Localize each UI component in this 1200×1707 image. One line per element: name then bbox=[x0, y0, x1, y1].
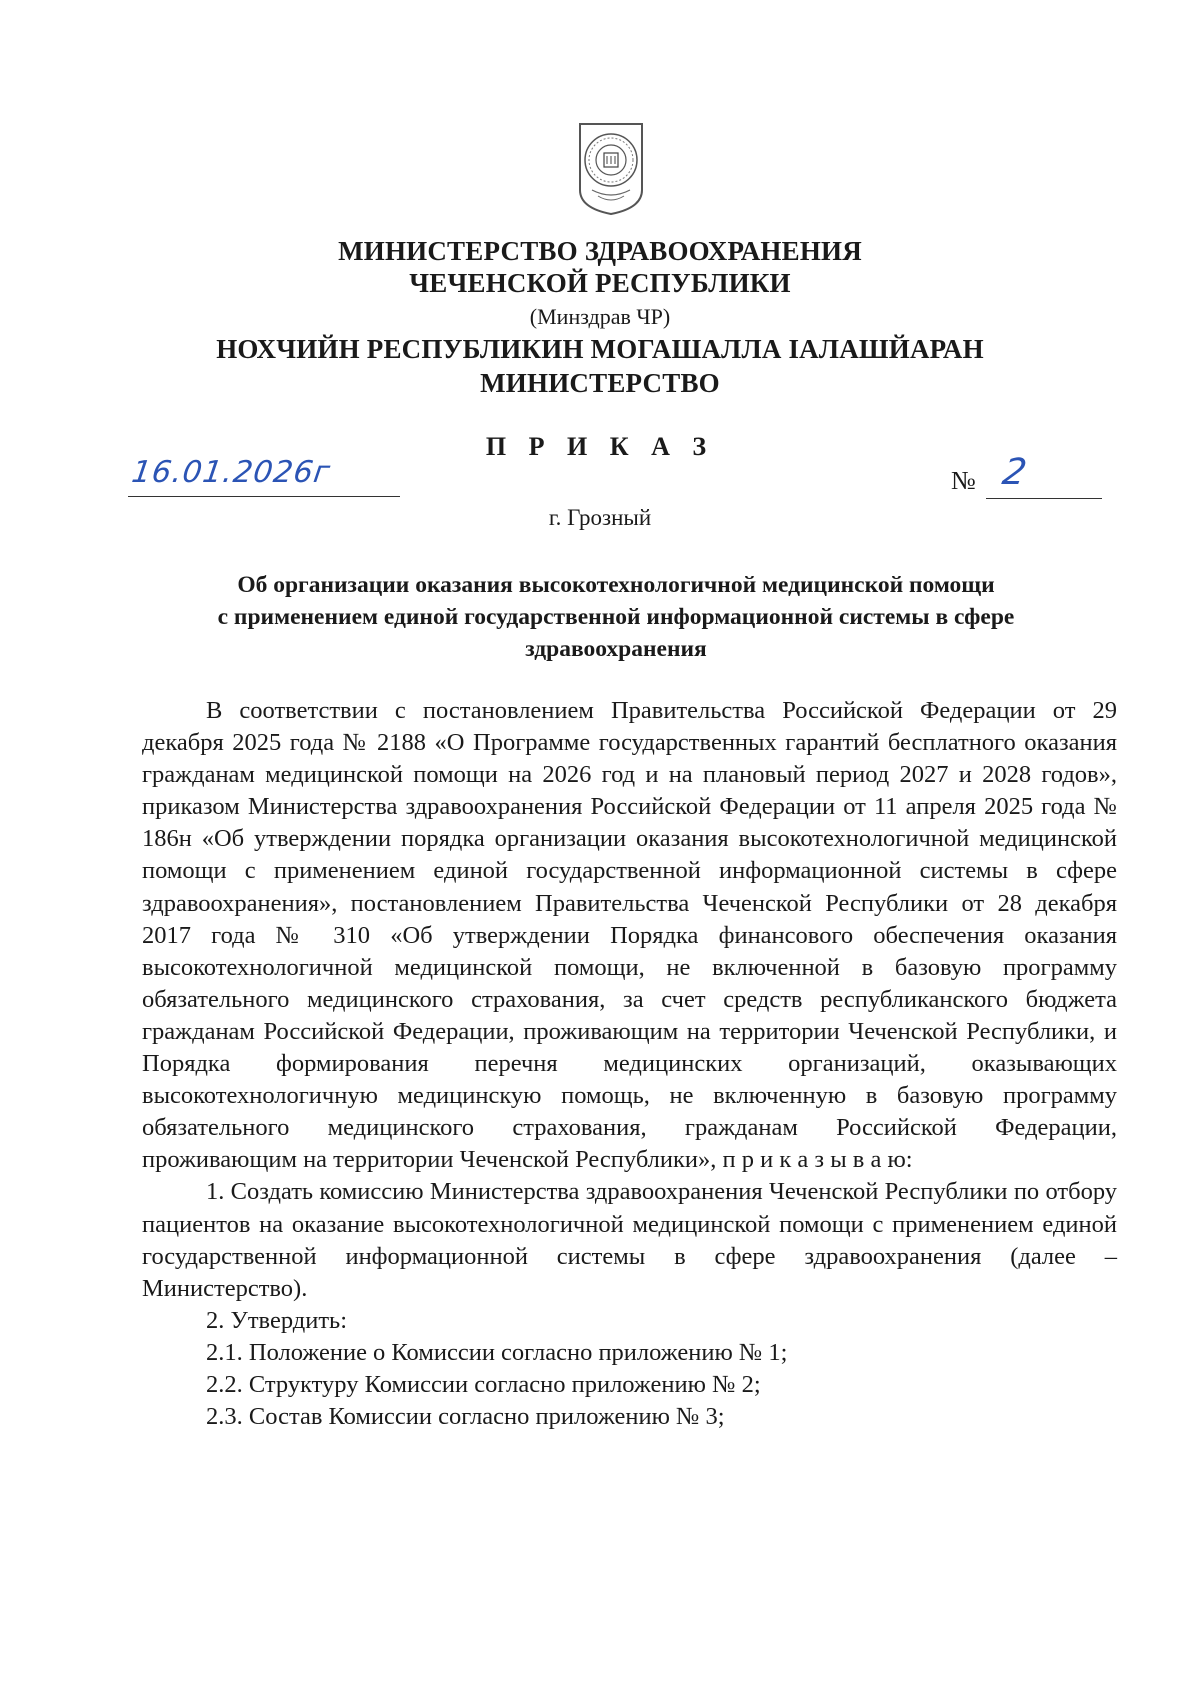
item-1: 1. Создать комиссию Министерства здравоохранения Чеченской Республики по отбору пациентов на оказание высокотехнологичной медицинской помощи с применением единой государственной информационной системы в сфере здравоохранения (далее – Министерство). bbox=[142, 1178, 1117, 1302]
number-underline bbox=[986, 498, 1102, 499]
order-city: г. Грозный bbox=[548, 505, 652, 530]
ministry-name-ru-line2: ЧЕЧЕНСКОЙ РЕСПУБЛИКИ bbox=[409, 268, 791, 298]
date-underline bbox=[128, 496, 400, 497]
preamble-paragraph bbox=[142, 695, 1117, 1176]
order-body bbox=[142, 695, 1117, 1433]
order-date: 16.01.2026г bbox=[129, 455, 333, 490]
item-2-1: 2.1. Положение о Комиссии согласно приложению № 1; bbox=[206, 1338, 788, 1366]
order-word: п р и к а з ы в а ю: bbox=[722, 1146, 913, 1174]
item-2-2: 2.2. Структуру Комиссии согласно приложению № 2; bbox=[206, 1370, 761, 1398]
ministry-name-ce-line2: МИНИСТЕРСТВО bbox=[480, 368, 720, 398]
item-2: 2. Утвердить: bbox=[206, 1306, 348, 1334]
order-title-line1: Об организации оказания высокотехнологичной медицинской помощи bbox=[237, 572, 995, 598]
ministry-abbreviation: (Минздрав ЧР) bbox=[529, 304, 671, 329]
document-type-heading: П Р И К А З bbox=[485, 432, 715, 461]
order-title-line3: здравоохранения bbox=[525, 636, 707, 662]
order-number: 2 bbox=[999, 452, 1030, 493]
coat-of-arms-icon bbox=[578, 120, 644, 216]
item-2-3: 2.3. Состав Комиссии согласно приложению № 3; bbox=[206, 1403, 725, 1431]
order-number-label: № bbox=[951, 466, 976, 495]
preamble-text: В соответствии с постановлением Правительства Российской Федерации от 29 декабря 2025 года № 2188 «О Программе государственных гарантий бесплатного оказания гражданам медицинской помощи на 2026 год и на плановый период 2027 и 2028 годов», приказом Министерства здравоохранения Российской Федерации от 11 апреля 2025 года № 186н «Об утверждении порядка организации оказания высокотехнологичной медицинской помощи с применением единой государственной информационной системы в сфере здравоохранения», постановлением Правительства Чеченской Республики от 28 декабря 2017 года № 310 «Об утверждении Порядка финансового обеспечения оказания высокотехнологичной медицинской помощи, не включенной в базовую программу обязательного медицинского страхования, за счет средств республиканского бюджета гражданам Российской Федерации, проживающим на территории Чеченской Республики, и Порядка формирования перечня медицинских организаций, оказывающих высокотехнологичную медицинскую помощь, не включенную в базовую программу обязательного медицинского страхования, гражданам Российской Федерации, проживающим на территории Чеченской Республики», bbox=[142, 697, 1117, 1174]
order-title bbox=[136, 569, 1096, 665]
ministry-name-ru-line1: МИНИСТЕРСТВО ЗДРАВООХРАНЕНИЯ bbox=[338, 236, 862, 266]
order-title-line2: с применением единой государственной информационной системы в сфере bbox=[217, 604, 1015, 630]
ministry-name-ce-line1: НОХЧИЙН РЕСПУБЛИКИН МОГАШАЛЛА ІАЛАШЙАРАН bbox=[216, 334, 984, 364]
